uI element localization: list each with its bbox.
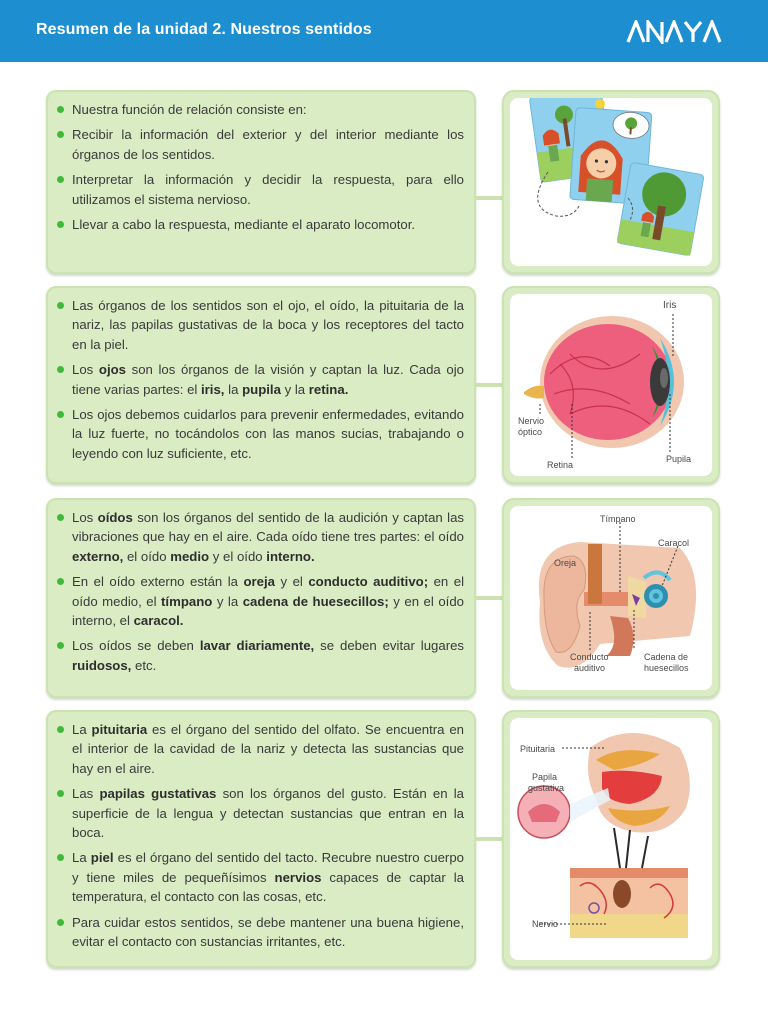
text-segment: y la xyxy=(280,381,309,397)
bold-term: oreja xyxy=(243,574,276,590)
label-iris: Iris xyxy=(663,300,677,311)
label-retina: Retina xyxy=(547,460,574,470)
bold-term: retina. xyxy=(308,381,349,397)
card-connector xyxy=(476,837,502,841)
ear-diagram xyxy=(510,506,712,690)
text-segment: Las órganos de los sentidos son el ojo, el oído, la pituitaria de la nariz, las papilas gustativas de la boca y los receptores del tacto en la piel. xyxy=(72,298,464,352)
bold-term: ruidosos, xyxy=(72,657,132,673)
text-card-eyes xyxy=(46,286,476,484)
label-nervio-optico-2: óptico xyxy=(518,427,543,437)
bullet-list-eyes xyxy=(72,296,464,463)
text-segment: capaces de captar la temperatura, el contacto con las cosas, etc. xyxy=(72,869,465,905)
text-segment: y el xyxy=(275,574,309,590)
label-oreja: Oreja xyxy=(554,558,577,568)
bullet-item xyxy=(72,360,464,399)
label-papila-2: gustativa xyxy=(528,783,565,793)
text-segment: son los órganos de la visión y captan la luz. Cada ojo tiene varias partes: el xyxy=(72,362,464,397)
image-card-ear xyxy=(502,498,720,698)
label-nervio-optico-1: Nervio xyxy=(518,416,545,426)
bold-term: oídos xyxy=(97,510,133,525)
bold-term: piel xyxy=(90,850,114,866)
label-conducto-1: Conducto xyxy=(570,652,609,662)
bold-term: cadena de huesecillos; xyxy=(242,593,389,609)
bullet-item xyxy=(72,508,464,566)
bold-term: caracol. xyxy=(133,613,184,629)
anaya-logo-mark xyxy=(626,20,732,44)
image-card-nose-skin xyxy=(502,710,720,968)
bullet-item xyxy=(72,848,464,906)
bullet-item xyxy=(72,572,464,630)
illustration-relation xyxy=(510,98,712,266)
eye-anatomy-illustration xyxy=(510,294,712,476)
text-segment: es el órgano del sentido del tacto. Recubre nuestro cuerpo y tiene miles de pequeñísimos xyxy=(72,850,464,885)
bullet-list-smell-taste-touch xyxy=(72,720,464,951)
text-segment: y en el oído interno, el xyxy=(72,593,464,629)
nose-tongue-skin-diagram xyxy=(510,718,712,960)
text-card-ears xyxy=(46,498,476,698)
label-timpano: Tímpano xyxy=(600,514,636,524)
bold-term: tímpano xyxy=(161,593,213,609)
text-card-relation xyxy=(46,90,476,274)
bold-term: ojos xyxy=(98,362,126,378)
text-segment: Los ojos debemos cuidarlos para prevenir enfermedades, evitando la luz fuerte, no tocándolos con las manos sucias, trabajando o leyendo con luz suficiente, etc. xyxy=(72,407,464,461)
card-connector xyxy=(476,596,502,600)
bullet-item xyxy=(72,125,464,164)
label-cadena-2: huesecillos xyxy=(644,663,689,673)
card-connector xyxy=(476,383,502,387)
bullet-item xyxy=(72,100,464,119)
text-segment: Llevar a cabo la respuesta, mediante el aparato locomotor. xyxy=(72,217,416,233)
text-segment: se deben evitar lugares xyxy=(314,638,465,654)
eye-diagram xyxy=(510,294,712,476)
label-pupila: Pupila xyxy=(666,454,692,464)
bold-term: pituitaria xyxy=(91,722,148,737)
text-segment: Los xyxy=(72,510,98,525)
bullet-item xyxy=(72,170,464,209)
bullet-item xyxy=(72,720,464,778)
text-segment: y el oído xyxy=(209,548,267,564)
label-nervio-piel: Nervio xyxy=(532,919,559,929)
text-segment: Para cuidar estos sentidos, se debe mantener una buena higiene, evitar el contacto con sustancias irritantes, etc. xyxy=(72,914,464,950)
bold-term: interno. xyxy=(266,548,315,564)
text-segment: Los xyxy=(72,362,99,378)
bullet-item xyxy=(72,913,464,952)
bold-term: medio xyxy=(170,548,210,564)
bullet-item xyxy=(72,215,464,234)
card-connector xyxy=(476,196,502,200)
girl-cards-illustration xyxy=(510,98,712,266)
image-card-relation xyxy=(502,90,720,274)
label-caracol: Caracol xyxy=(658,538,690,548)
text-card-smell-taste-touch xyxy=(46,710,476,968)
text-segment: la xyxy=(224,381,243,397)
text-segment: son los órganos del gusto. Están en la superficie de la lengua y detectan sustancias que entran en la boca. xyxy=(72,786,465,841)
text-segment: Interpretar la información y decidir la respuesta, para ello utilizamos el sistema nervioso. xyxy=(72,172,464,207)
bullet-item xyxy=(72,296,464,354)
bullet-list-relation xyxy=(72,100,464,234)
bold-term: lavar diariamente, xyxy=(199,638,315,654)
bullet-item xyxy=(72,636,464,675)
text-segment: Nuestra función de relación consiste en: xyxy=(72,102,307,117)
bold-term: papilas gustativas xyxy=(99,786,217,802)
text-segment: En el oído externo están la xyxy=(72,574,244,590)
label-cadena-1: Cadena de xyxy=(644,652,689,662)
text-segment: La xyxy=(72,850,91,866)
bold-term: pupila xyxy=(242,381,281,397)
text-segment: en el oído medio, el xyxy=(72,574,465,609)
bullet-item xyxy=(72,784,464,842)
bold-term: conducto auditivo; xyxy=(308,574,429,590)
text-segment: Recibir la información del exterior y del interior mediante los órganos de los sentidos. xyxy=(72,127,464,162)
image-card-eye xyxy=(502,286,720,484)
label-papila-1: Papila xyxy=(532,772,558,782)
bold-term: nervios xyxy=(274,869,322,885)
page-header xyxy=(0,0,768,62)
bold-term: iris, xyxy=(201,381,225,397)
label-conducto-2: auditivo xyxy=(574,663,606,673)
text-segment: el oído xyxy=(123,548,171,564)
bullet-list-ears xyxy=(72,508,464,675)
anaya-logo xyxy=(626,20,732,44)
text-segment: Las xyxy=(72,786,100,802)
text-segment: es el órgano del sentido del olfato. Se encuentra en el interior de la cavidad de la nariz y detecta las sustancias que hay en el aire. xyxy=(72,722,464,776)
text-segment: Los oídos se deben xyxy=(72,638,200,654)
text-segment: La xyxy=(72,722,92,737)
bold-term: externo, xyxy=(72,548,124,564)
page-title: Resumen de la unidad 2. Nuestros sentidos xyxy=(36,21,372,38)
bullet-item xyxy=(72,405,464,463)
text-segment: etc. xyxy=(131,657,157,673)
text-segment: son los órganos del sentido de la audición y captan las vibraciones que hay en el aire. Cada oído tiene tres partes: el oído xyxy=(72,510,464,545)
text-segment: y la xyxy=(212,593,243,609)
label-pituitaria: Pituitaria xyxy=(520,744,556,754)
